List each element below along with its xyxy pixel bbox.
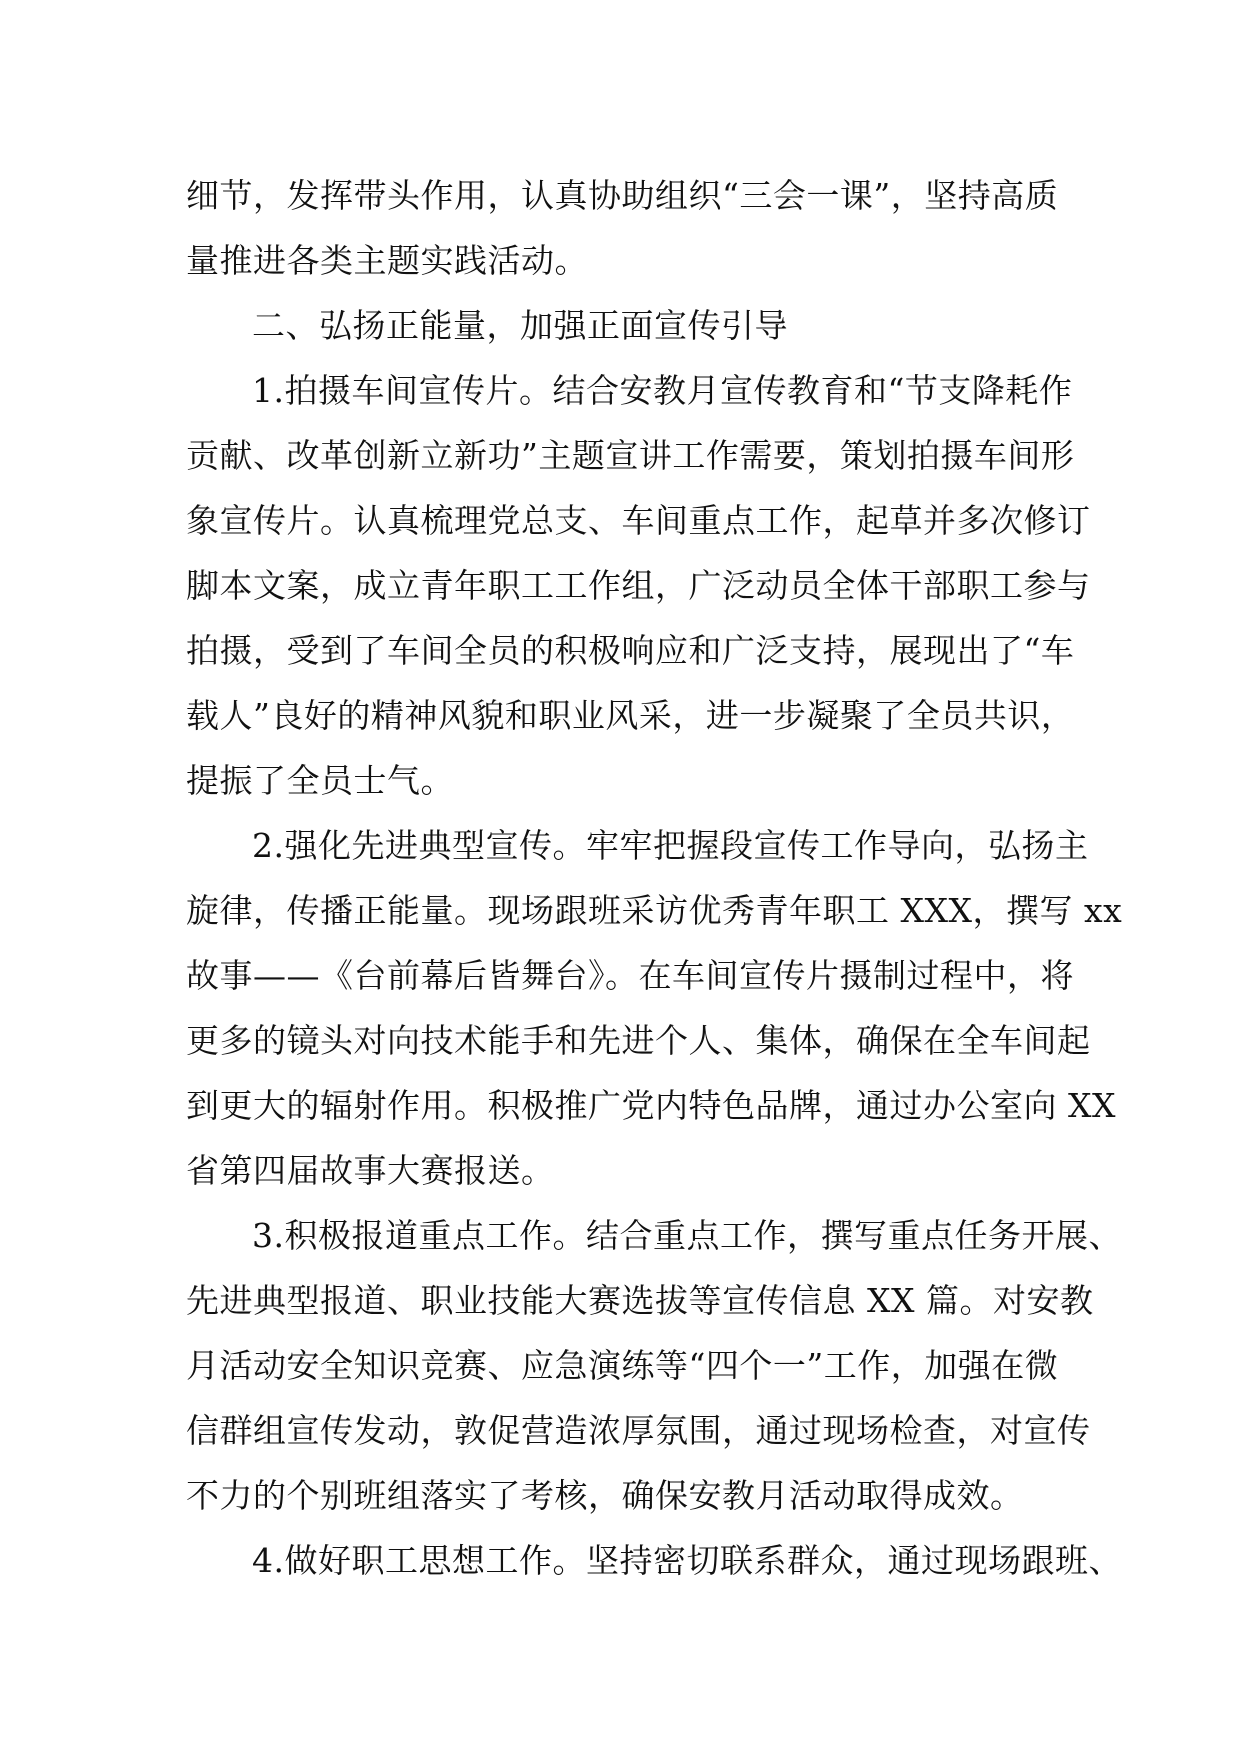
- body-text: [186, 163, 1123, 1593]
- text-line: 省第四届故事大赛报送。: [186, 1151, 555, 1190]
- text-line: 故事——《台前幕后皆舞台》。在车间宣传片摄制过程中，将: [186, 956, 1074, 995]
- text-line: 提振了全员士气。: [186, 761, 454, 800]
- text-line: 载人”良好的精神风貌和职业风采，进一步凝聚了全员共识，: [186, 696, 1075, 735]
- text-line: 月活动安全知识竞赛、应急演练等“四个一”工作，加强在微: [186, 1346, 1059, 1385]
- text-line: 细节，发挥带头作用，认真协助组织“三会一课”，坚持高质: [186, 176, 1059, 215]
- text-line: 先进典型报道、职业技能大赛选拔等宣传信息 XX 篇。对安教: [186, 1281, 1094, 1320]
- text-line: 到更大的辐射作用。积极推广党内特色品牌，通过办公室向 XX: [186, 1086, 1116, 1125]
- text-line: 1.拍摄车间宣传片。结合安教月宣传教育和“节支降耗作: [252, 371, 1073, 410]
- text-line: 4.做好职工思想工作。坚持密切联系群众，通过现场跟班、: [252, 1541, 1122, 1580]
- text-line: 信群组宣传发动，敦促营造浓厚氛围，通过现场检查，对宣传: [186, 1411, 1091, 1450]
- text-line: 贡献、改革创新立新功”主题宣讲工作需要，策划拍摄车间形: [186, 436, 1075, 475]
- text-line: 脚本文案，成立青年职工工作组，广泛动员全体干部职工参与: [186, 566, 1091, 605]
- text-line: 量推进各类主题实践活动。: [186, 241, 588, 280]
- text-line: 不力的个别班组落实了考核，确保安教月活动取得成效。: [186, 1476, 1024, 1515]
- text-line: 3.积极报道重点工作。结合重点工作，撰写重点任务开展、: [252, 1216, 1122, 1255]
- text-line: 2.强化先进典型宣传。牢牢把握段宣传工作导向，弘扬主: [252, 826, 1089, 865]
- text-line: 旋律，传播正能量。现场跟班采访优秀青年职工 XXX，撰写 xx: [186, 891, 1123, 930]
- text-line: 拍摄，受到了车间全员的积极响应和广泛支持，展现出了“车: [186, 631, 1075, 670]
- text-line: 更多的镜头对向技术能手和先进个人、集体，确保在全车间起: [186, 1021, 1091, 1060]
- section-heading: 二、弘扬正能量，加强正面宣传引导: [252, 306, 788, 345]
- text-line: 象宣传片。认真梳理党总支、车间重点工作，起草并多次修订: [186, 501, 1091, 540]
